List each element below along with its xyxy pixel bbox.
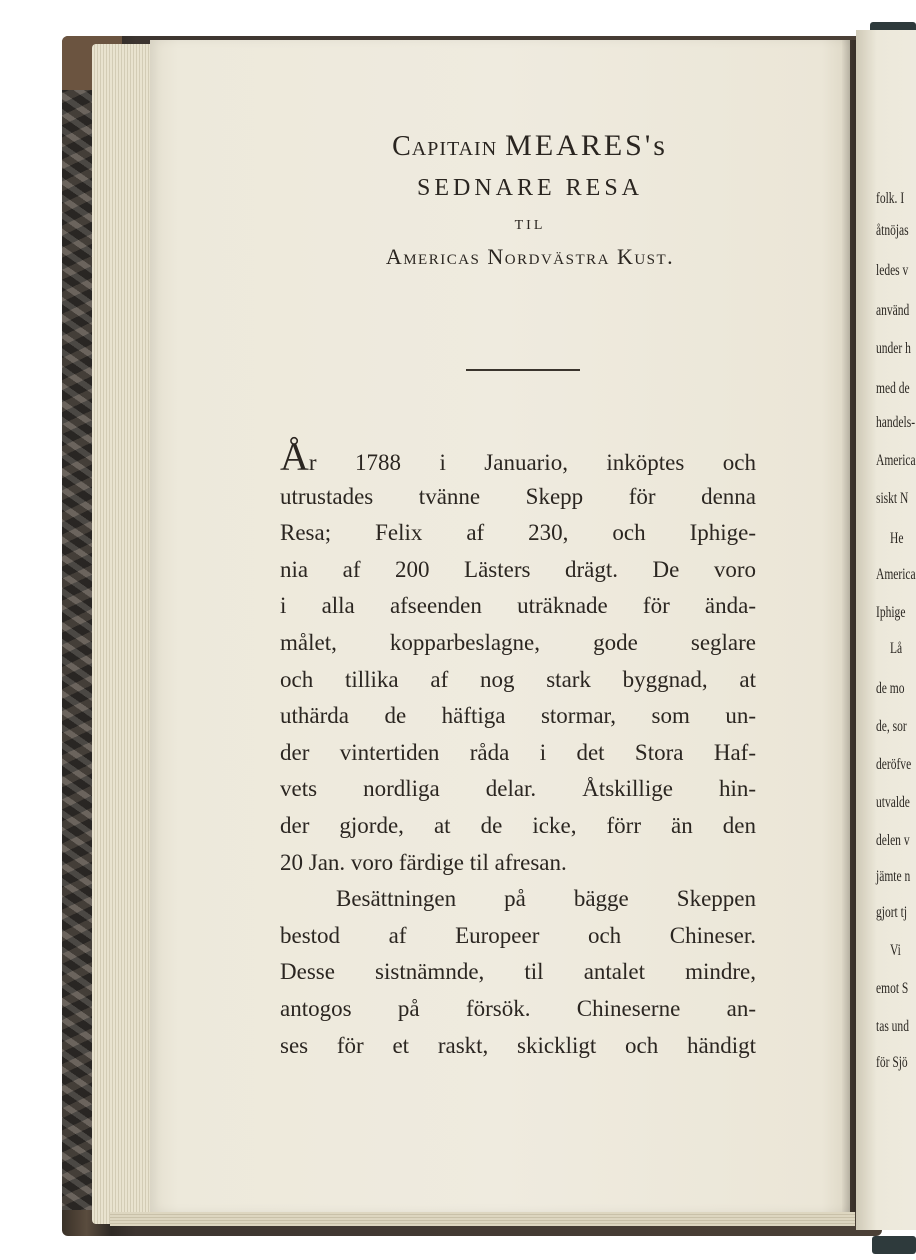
facing-page-line: siskt N [876, 490, 909, 507]
facing-page-line: deröfve [876, 756, 912, 773]
text-line: utrustades tvänne Skepp för denna [280, 483, 756, 509]
facing-page-line: utvalde [876, 794, 910, 811]
text-line: Besättningen på bägge Skeppen [336, 886, 756, 912]
facing-page-line: under h [876, 340, 911, 357]
facing-page-line: America [876, 566, 916, 583]
facing-page-line: för Sjö [876, 1054, 908, 1071]
right-page [856, 30, 916, 1230]
text-line: der vintertiden råda i det Stora Haf- [280, 739, 756, 765]
facing-page-line: Lå [890, 640, 903, 657]
text-line: antogos på försök. Chineserne an- [280, 995, 756, 1021]
facing-page-line: åtnöjas [876, 222, 909, 239]
text-line: nia af 200 Lästers drägt. De voro [280, 556, 756, 582]
text-line: der gjorde, at de icke, förr än den [280, 812, 756, 838]
facing-page-line: använd [876, 302, 910, 319]
facing-page-line: Vi [890, 942, 901, 959]
facing-page-line: emot S [876, 980, 909, 997]
title-line-1 [265, 128, 795, 165]
facing-page-line: delen v [876, 832, 910, 849]
title-prefix: Capitain [392, 131, 498, 162]
text-line: År 1788 i Januario, inköptes och [280, 434, 756, 479]
chapter-title [265, 128, 795, 271]
facing-page-line: He [890, 530, 904, 547]
title-line-4: Americas Nordvästra Kust. [385, 244, 675, 269]
text-line: målet, kopparbeslagne, gode seglare [280, 629, 756, 655]
title-line-3: TIL [514, 218, 546, 233]
text-line: vets nordliga delar. Åtskillige hin- [280, 776, 756, 802]
text-line: Desse sistnämnde, til antalet mindre, [280, 959, 756, 985]
facing-page-line: de mo [876, 680, 905, 697]
text-line: i alla afseenden uträknade för ända- [280, 593, 756, 619]
text-line: Resa; Felix af 230, och Iphige- [280, 520, 756, 546]
facing-page-line: de, sor [876, 718, 907, 735]
facing-page-line: tas und [876, 1018, 909, 1035]
facing-page-line: ledes v [876, 262, 909, 279]
facing-page-line: folk. I [876, 190, 905, 207]
text-line: 20 Jan. voro färdige til afresan. [280, 849, 567, 875]
title-rule [466, 369, 580, 371]
body-text [280, 434, 756, 1064]
right-cover-bottom [872, 1236, 916, 1254]
text-line: bestod af Europeer och Chineser. [280, 922, 756, 948]
facing-page-line: handels- [876, 414, 916, 431]
facing-page-line: jämte n [876, 868, 911, 885]
title-line-2: SEDNARE RESA [416, 175, 644, 201]
facing-page-line: gjort tj [876, 904, 908, 921]
facing-page-line: America [876, 452, 916, 469]
text-line: och tillika af nog stark byggnad, at [280, 666, 756, 692]
drop-cap: Å [280, 434, 309, 479]
facing-page-line: Iphige [876, 604, 906, 621]
text-line: ses för et raskt, skickligt och händigt [280, 1032, 756, 1058]
text-line: uthärda de häftiga stormar, som un- [280, 703, 756, 729]
title-name: MEARES's [505, 129, 668, 162]
page-bottom-edges [110, 1212, 855, 1226]
facing-page-line: med de [876, 380, 910, 397]
